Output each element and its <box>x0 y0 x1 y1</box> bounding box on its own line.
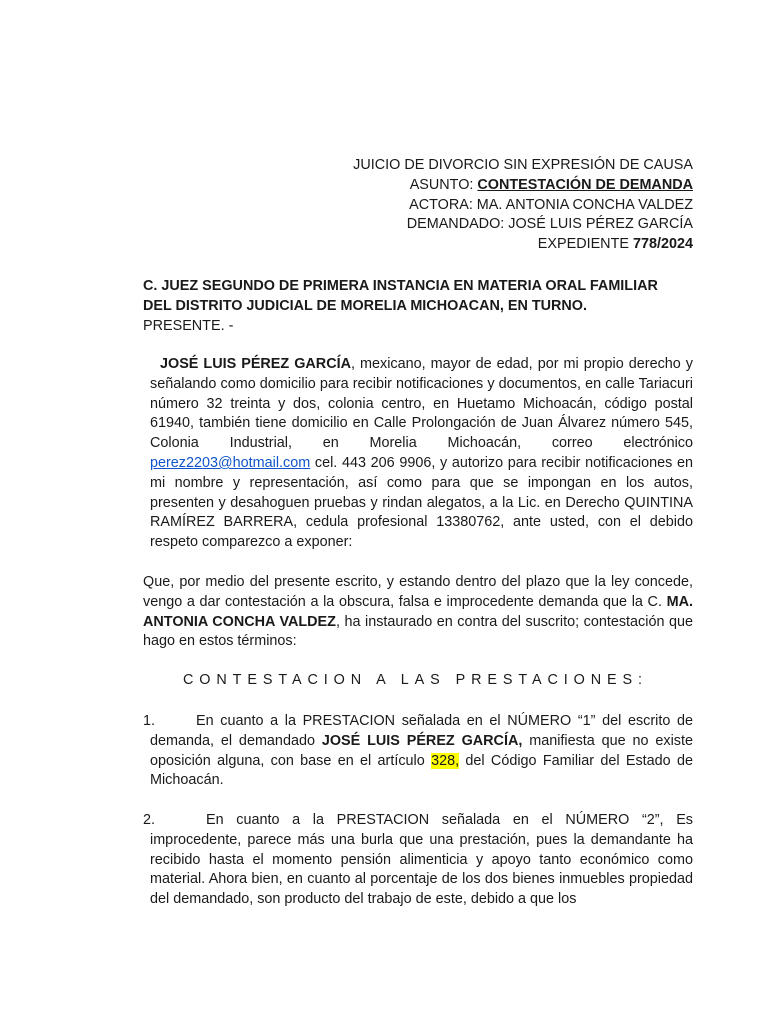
expediente-line <box>353 235 693 255</box>
addressee-title: C. JUEZ SEGUNDO DE PRIMERA INSTANCIA EN MATERIA ORAL FAMILIAR DEL DISTRITO JUDICIAL DE MORELIA MICHOACAN, EN TURNO. <box>143 278 658 314</box>
actora-line: ACTORA: MA. ANTONIA CONCHA VALDEZ <box>409 196 693 213</box>
item-text-1: En cuanto a la PRESTACION señalada en el NÚMERO “2”, Es improcedente, parece más una burla que una prestación, pues la demandante ha recibido hasta el momento pensión alimenticia y apoyo tanto económico como material. Ahora bien, en cuanto al porcentaje de los dos bienes inmuebles propiedad del demandado, son producto del trabajo de este, debido a que los <box>150 812 693 908</box>
intro-text-2: cel. 443 206 9906, y autorizo para recibir notificaciones en mi nombre y representación, así como para que se impongan en los autos, presenten y desahoguen pruebas y rindan alegatos, a la Lic. en Derecho QUINTINA RAMÍREZ BARRERA, cedula profesional 13380762, ante usted, con el debido respeto comparezco a exponer: <box>150 454 693 551</box>
asunto-value: CONTESTACIÓN DE DEMANDA <box>477 176 693 193</box>
item-text-2: manifiesta que no existe oposición alguna, con base en el artículo <box>150 732 694 769</box>
list-item <box>143 811 693 910</box>
presente-line: PRESENTE. - <box>143 318 234 334</box>
response-text-1: Que, por medio del presente escrito, y estando dentro del plazo que la ley concede, vengo a dar contestación a la obscura, falsa e improcedente demanda que la C. <box>143 574 693 610</box>
response-paragraph <box>143 573 693 652</box>
section-heading: CONTESTACION A LAS PRESTACIONES: <box>183 672 648 688</box>
item-text-1: En cuanto a la PRESTACION señalada en el NÚMERO “1” del escrito de demanda, el demandado <box>150 713 693 749</box>
item-text-3: del Código Familiar del Estado de Michoacán. <box>150 752 693 789</box>
expediente-number: 778/2024 <box>632 236 693 253</box>
intro-paragraph <box>150 355 693 553</box>
item-number: 2. <box>143 812 156 828</box>
response-text-2: , ha instaurado en contra del suscrito; contestación que hago en estos términos: <box>143 613 693 650</box>
demandado-line: DEMANDADO: JOSÉ LUIS PÉREZ GARCÍA <box>406 216 693 233</box>
defendant-name: JOSÉ LUIS PÉREZ GARCÍA <box>160 356 351 372</box>
case-type: JUICIO DE DIVORCIO SIN EXPRESIÓN DE CAUSA <box>353 157 693 173</box>
list-item <box>143 712 694 791</box>
item-number: 1. <box>143 713 156 729</box>
highlighted-article: 328, <box>431 752 460 769</box>
intro-text-1: , mexicano, mayor de edad, por mi propio derecho y señalando como domicilio para recibir notificaciones y documentos, en calle Tariacuri número 32 treinta y dos, colonia centro, en Huetamo Michoacán, código postal 61940, también tiene domicilio en Calle Prolongación de Juan Álvarez número 545, Colonia Industrial, en Morelia Michoacán, correo electrónico <box>150 356 693 452</box>
asunto-label: ASUNTO: <box>409 176 478 193</box>
asunto-line <box>353 176 693 196</box>
expediente-label: EXPEDIENTE <box>537 236 633 253</box>
email-link[interactable]: perez2203@hotmail.com <box>150 454 311 471</box>
addressee-block <box>143 276 688 336</box>
plaintiff-name: MA. ANTONIA CONCHA VALDEZ <box>143 593 693 630</box>
case-header <box>353 156 693 255</box>
item-defendant-name: JOSÉ LUIS PÉREZ GARCÍA, <box>321 732 523 749</box>
